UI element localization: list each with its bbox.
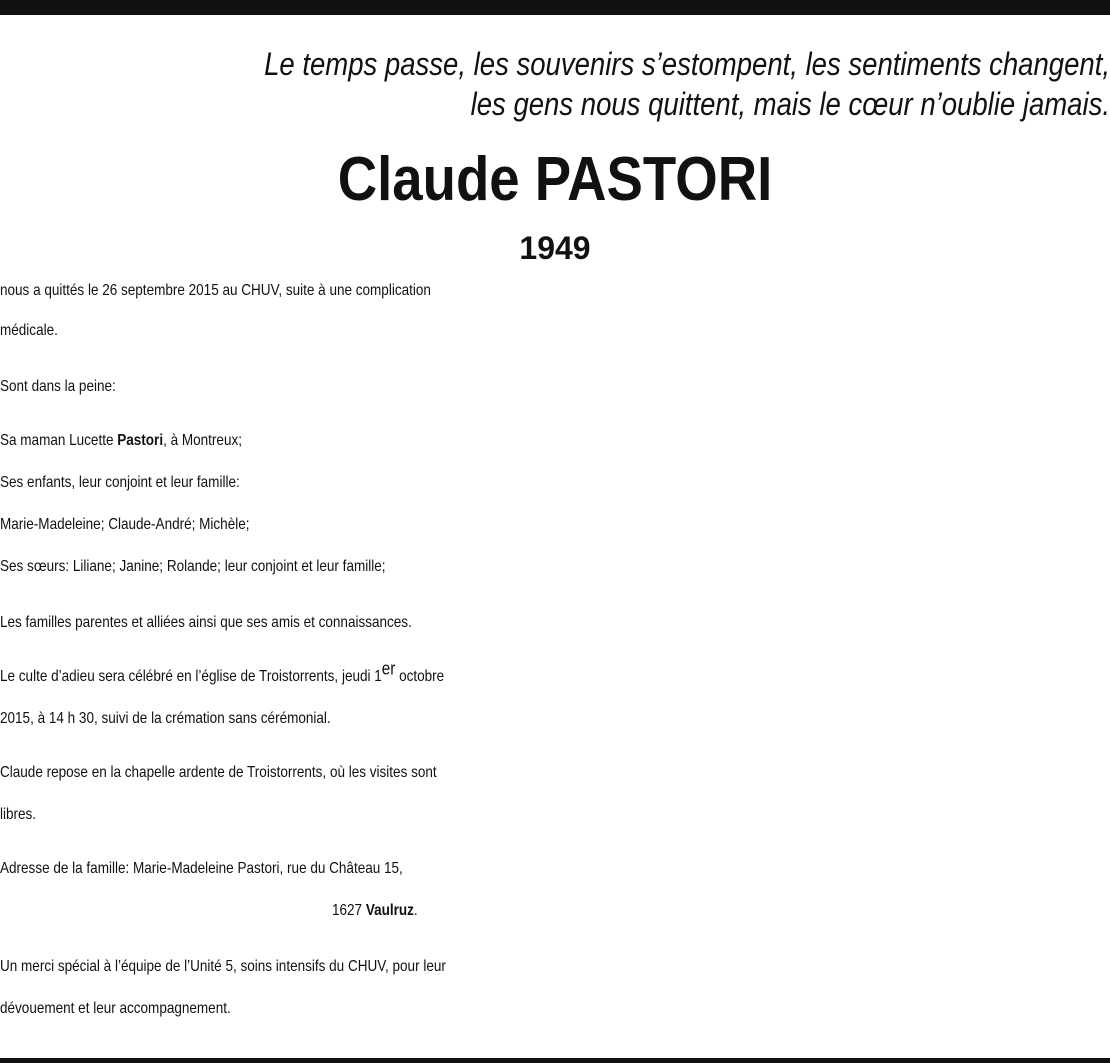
children-names: Marie-Madeleine; Claude-André; Michèle; <box>0 516 250 533</box>
relatives-line: Les familles parentes et alliées ainsi que ses amis et connaissances. <box>0 614 412 631</box>
sisters-line: Ses sœurs: Liliane; Janine; Rolande; leur conjoint et leur famille; <box>0 558 386 575</box>
ceremony-line-2: 2015, à 14 h 30, suivi de la crémation sans cérémonial. <box>0 710 331 727</box>
epigraph-quote <box>155 44 1110 124</box>
bottom-border-rule <box>0 1058 1110 1063</box>
address-town: Vaulruz <box>365 902 414 919</box>
address-street: Marie-Madeleine Pastori, rue du Château 15, <box>133 860 403 877</box>
mother-suffix: , à Montreux; <box>163 432 242 449</box>
ceremony-line-1 <box>0 658 445 686</box>
chapel-line-2: libres. <box>0 806 37 823</box>
mother-surname: Pastori <box>117 432 164 449</box>
thanks-line-1: Un merci spécial à l’équipe de l’Unité 5, soins intensifs du CHUV, pour leur <box>0 958 446 975</box>
address-postcode: 1627 <box>332 902 366 919</box>
deceased-name: Claude PASTORI <box>337 145 773 214</box>
birth-year: 1949 <box>519 230 591 266</box>
ceremony-line-1-prefix: Le culte d’adieu sera célébré en l’église de Troistorrents, jeudi 1 <box>0 668 382 685</box>
ceremony-line-1-suffix: octobre <box>395 668 445 685</box>
address-town-suffix: . <box>413 902 418 919</box>
address-line-1 <box>0 860 403 878</box>
chapel-line-1: Claude repose en la chapelle ardente de Troistorrents, où les visites sont <box>0 764 437 781</box>
mourners-intro: Sont dans la peine: <box>0 378 116 395</box>
children-intro: Ses enfants, leur conjoint et leur famille: <box>0 474 240 491</box>
mourner-mother <box>0 432 242 450</box>
quote-line-1: Le temps passe, les souvenirs s’estompent, les sentiments changent, <box>264 46 1110 82</box>
quote-line-2: les gens nous quittent, mais le cœur n’oublie jamais. <box>470 86 1110 122</box>
thanks-line-2: dévouement et leur accompagnement. <box>0 1000 231 1017</box>
top-border-rule <box>0 0 1110 15</box>
ordinal-superscript: er <box>381 658 396 679</box>
address-label: Adresse de la famille: <box>0 860 134 877</box>
address-line-2 <box>332 902 418 920</box>
mother-prefix: Sa maman Lucette <box>0 432 118 449</box>
announcement-line-1: nous a quittés le 26 septembre 2015 au CHUV, suite à une complication <box>0 282 431 299</box>
announcement-line-2: médicale. <box>0 322 58 339</box>
